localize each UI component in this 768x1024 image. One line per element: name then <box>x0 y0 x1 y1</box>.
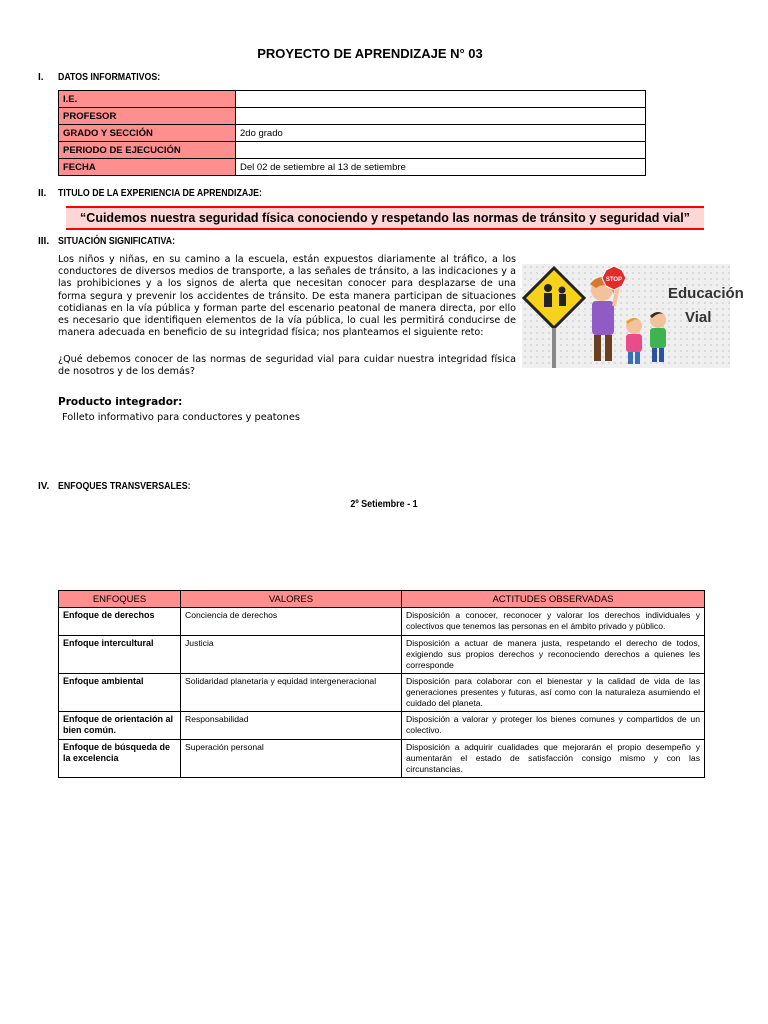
valor-cell: Responsabilidad <box>181 712 402 740</box>
section-4-label: ENFOQUES TRANSVERSALES: <box>58 481 191 492</box>
product-text: Folleto informativo para conductores y peatones <box>62 412 300 423</box>
stop-sign-text: STOP <box>605 277 623 283</box>
table-row <box>59 712 705 740</box>
road-safety-illustration <box>522 264 744 368</box>
actitud-cell: Disposición a valorar y proteger los bienes comunes y compartidos de un colectivo. <box>402 712 705 740</box>
info-value <box>236 91 646 108</box>
section-1-label: DATOS INFORMATIVOS: <box>58 72 161 83</box>
section-2-label: TITULO DE LA EXPERIENCIA DE APRENDIZAJE: <box>58 188 262 199</box>
table-row <box>59 740 705 778</box>
product-title: Producto integrador: <box>58 396 183 408</box>
info-value <box>236 108 646 125</box>
experience-title: “Cuidemos nuestra seguridad física conociendo y respetando las normas de tránsito y seguridad vial” <box>66 206 704 230</box>
section-4-number: IV. <box>38 481 50 492</box>
challenge-question: ¿Qué debemos conocer de las normas de seguridad vial para cuidar nuestra integridad física de nosotros y de los demás? <box>58 354 516 378</box>
enfoque-cell: Enfoque de derechos <box>59 608 181 636</box>
enfoque-cell: Enfoque intercultural <box>59 636 181 674</box>
actitud-cell: Disposición a conocer, reconocer y valorar los derechos individuales y colectivos que tenemos las personas en el ámbito privado y público. <box>402 608 705 636</box>
enfoques-table <box>58 590 705 778</box>
info-row <box>59 125 646 142</box>
illustration-title-line2: Vial <box>685 309 712 326</box>
info-row <box>59 108 646 125</box>
situation-paragraph: Los niños y niñas, en su camino a la escuela, están expuestos diariamente al tráfico, a los conductores de diversos medios de transporte, a las señales de tránsito, a las indicaciones y a las prohibiciones y a los signos de alerta que necesitan conocer para desplazarse de una forma segura y prevenir los accidentes de tránsito. De esta manera participan de situaciones cotidianas en la vía pública y forman parte del escenario peatonal de manera directa, por ello es necesario que identifiquen elementos de la vía pública, lo cual les permitirá conducirse de manera adecuada en beneficio de su integridad física; nos planteamos el siguiente reto: <box>58 254 516 339</box>
info-table <box>58 90 646 176</box>
info-label: GRADO Y SECCIÓN <box>59 125 236 142</box>
table-row <box>59 608 705 636</box>
info-value <box>236 142 646 159</box>
info-label: PERIODO DE EJECUCIÓN <box>59 142 236 159</box>
section-3-label: SITUACIÓN SIGNIFICATIVA: <box>58 236 176 247</box>
info-label: PROFESOR <box>59 108 236 125</box>
valor-cell: Solidaridad planetaria y equidad intergeneracional <box>181 674 402 712</box>
section-3-number: III. <box>38 236 50 247</box>
info-label: I.E. <box>59 91 236 108</box>
actitud-cell: Disposición para colaborar con el bienestar y la calidad de vida de las generaciones presentes y futuras, así como con la naturaleza asumiendo el cuidado del planeta. <box>402 674 705 712</box>
enfoque-cell: Enfoque de orientación al bien común. <box>59 712 181 740</box>
valor-cell: Justicia <box>181 636 402 674</box>
page-title: PROYECTO DE APRENDIZAJE N° 03 <box>257 46 483 61</box>
actitud-cell: Disposición a adquirir cualidades que mejorarán el propio desempeño y aumentarán el estado de satisfacción consigo mismo y con las circunstancias. <box>402 740 705 778</box>
section-2-number: II. <box>38 188 47 199</box>
info-row <box>59 142 646 159</box>
info-row <box>59 91 646 108</box>
section-1-number: I. <box>38 72 44 83</box>
table-row <box>59 674 705 712</box>
info-row <box>59 159 646 176</box>
header-actitudes: ACTITUDES OBSERVADAS <box>402 591 705 608</box>
header-valores: VALORES <box>181 591 402 608</box>
actitud-cell: Disposición a actuar de manera justa, respetando el derecho de todos, exigiendo sus propios derechos y reconociendo derechos a quienes les corresponde <box>402 636 705 674</box>
table-row <box>59 636 705 674</box>
header-enfoques: ENFOQUES <box>59 591 181 608</box>
educacion-vial-illustration <box>522 264 744 368</box>
enfoque-cell: Enfoque ambiental <box>59 674 181 712</box>
info-label: FECHA <box>59 159 236 176</box>
date-label: 2º Setiembre - 1 <box>350 499 418 510</box>
info-value: 2do grado <box>236 125 646 142</box>
enfoque-cell: Enfoque de búsqueda de la excelencia <box>59 740 181 778</box>
valor-cell: Conciencia de derechos <box>181 608 402 636</box>
valor-cell: Superación personal <box>181 740 402 778</box>
illustration-title-line1: Educación <box>668 285 744 302</box>
table-header-row <box>59 591 705 608</box>
info-value: Del 02 de setiembre al 13 de setiembre <box>236 159 646 176</box>
